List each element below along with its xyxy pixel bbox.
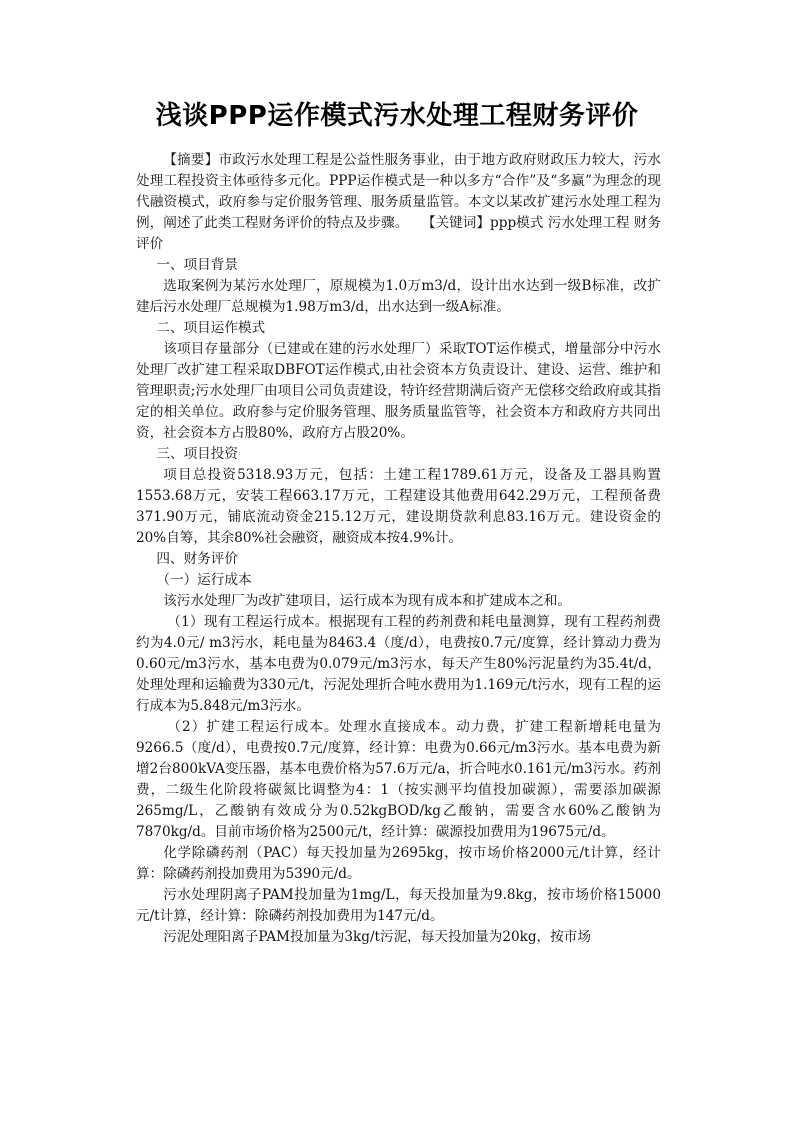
body-paragraph: 化学除磷药剂（PAC）每天投加量为2695kg，按市场价格2000元/t计算，经计算：除磷药剂投加费用为5390元/d。 — [136, 845, 661, 882]
section-heading: 一、项目背景 — [156, 257, 238, 273]
section-heading: 二、项目运作模式 — [156, 320, 266, 336]
body-paragraph: 污泥处理阳离子PAM投加量为3kg/t污泥，每天投加量为20kg，按市场 — [163, 929, 591, 945]
body-paragraph: （1）现有工程运行成本。根据现有工程的药剂费和耗电量测算，现有工程药剂费约为4.0元/ m3污水，耗电量为8463.4（度/d），电费按0.7元/度算，经计算动力费为0.60元/m3污水，基本电费为0.079元/m3污水，每天产生80%污泥量约为35.4t/d，处理处理和运输费为330元/t，污泥处理折合吨水费用为1.169元/t污水，现有工程的运行成本为5.848元/m3污水。 — [136, 614, 661, 714]
body-paragraph: 污水处理阴离子PAM投加量为1mg/L，每天投加量为9.8kg，按市场价格15000元/t计算，经计算：除磷药剂投加费用为147元/d。 — [136, 887, 661, 924]
body-paragraph: 该污水处理厂为改扩建项目，运行成本为现有成本和扩建成本之和。 — [163, 593, 571, 609]
body-paragraph: 项目总投资5318.93万元，包括：土建工程1789.61万元，设备及工器具购置1553.68万元，安装工程663.17万元，工程建设其他费用642.29万元，工程预备费371.90万元，铺底流动资金215.12万元，建设期贷款利息83.16万元。建设资金的20%自筹，其余80%社会融资，融资成本按4.9%计。 — [136, 467, 661, 546]
body-paragraph: 该项目存量部分（已建或在建的污水处理厂）采取TOT运作模式，增量部分中污水处理厂改扩建工程采取DBFOT运作模式,由社会资本方负责设计、建设、运营、维护和管理职责;污水处理厂由项目公司负责建设，特许经营期满后资产无偿移交给政府或其指定的相关单位。政府参与定价服务管理、服务质量监管等，社会资本方和政府方共同出资，社会资本方占股80%，政府方占股20%。 — [136, 341, 661, 441]
section-heading: 四、财务评价 — [156, 551, 238, 567]
section-heading: 三、项目投资 — [156, 446, 238, 462]
subsection-heading: （一）运行成本 — [156, 572, 252, 588]
abstract-paragraph: 【摘要】市政污水处理工程是公益性服务事业，由于地方政府财政压力较大，污水处理工程投资主体亟待多元化。PPP运作模式是一种以多方“合作”及“多赢”为理念的现代融资模式，政府参与定价服务管理、服务质量监管。本文以某改扩建污水处理工程为例，阐述了此类工程财务评价的特点及步骤。 【关键词】ppp模式 污水处理工程 财务评价 — [136, 152, 661, 252]
body-paragraph: 选取案例为某污水处理厂，原规模为1.0万m3/d，设计出水达到一级B标准，改扩建后污水处理厂总规模为1.98万m3/d，出水达到一级A标准。 — [136, 278, 661, 315]
document-body — [136, 150, 661, 948]
document-title: 浅谈PPP运作模式污水处理工程财务评价 — [155, 101, 639, 131]
body-paragraph: （2）扩建工程运行成本。处理水直接成本。动力费，扩建工程新增耗电量为9266.5（度/d），电费按0.7元/度算，经计算：电费为0.66元/m3污水。基本电费为新增2台800kVA变压器，基本电费价格为57.6万元/a，折合吨水0.161元/m3污水。药剂费，二级生化阶段将碳氮比调整为4：1（按实测平均值投加碳源），需要添加碳源265mg/L，乙酸钠有效成分为0.52kgBOD/kg乙酸钠，需要含水60%乙酸钠为7870kg/d。目前市场价格为2500元/t，经计算：碳源投加费用为19675元/d。 — [136, 719, 661, 840]
